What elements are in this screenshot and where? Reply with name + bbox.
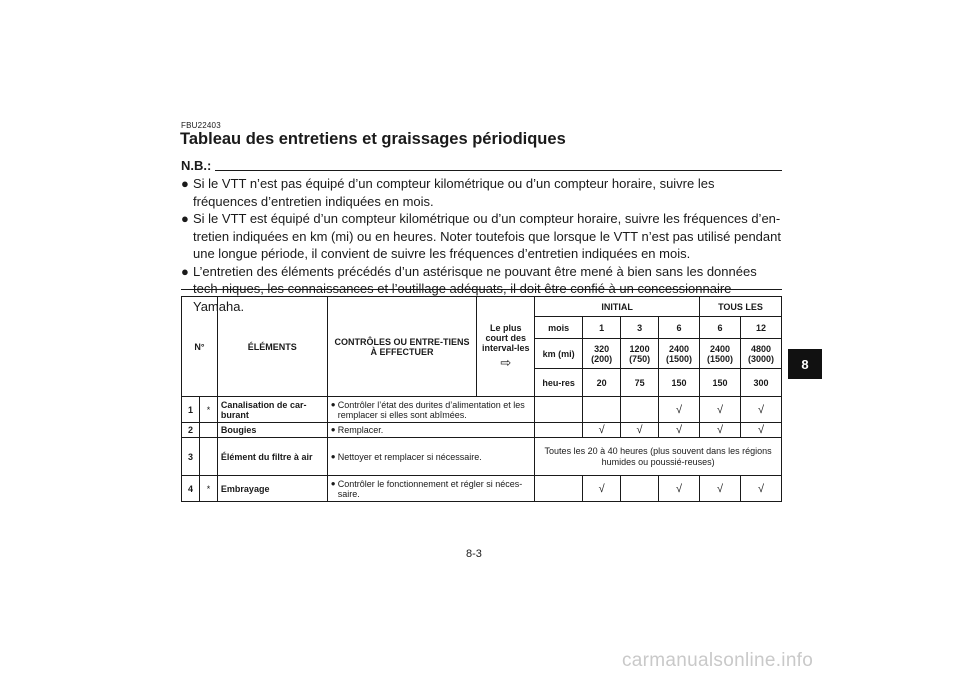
- asterisk-marker: [199, 438, 217, 476]
- item-number: 1: [182, 397, 200, 423]
- check-mark: √: [659, 476, 700, 502]
- check-mark: √: [700, 476, 741, 502]
- header-controles: CONTRÔLES OU ENTRE-TIENS À EFFECTUER: [327, 297, 477, 397]
- item-number: 3: [182, 438, 200, 476]
- cell-value: 150: [700, 369, 741, 397]
- mark-cell: [583, 397, 621, 423]
- cell-value: 300: [740, 369, 781, 397]
- mark-cell: [535, 397, 583, 423]
- nb-end-rule: [181, 289, 782, 290]
- mark-cell: [535, 476, 583, 502]
- check-text: Contrôler le fonctionnement et régler si néces-saire.: [337, 478, 523, 499]
- check-mark: √: [659, 397, 700, 423]
- table-header-row: [182, 297, 782, 317]
- check-mark: √: [700, 423, 741, 438]
- bullet-text: Si le VTT n’est pas équipé d’un compteur kilométrique ou d’un compteur horaire, suivre les fréquences d’entretien indiquées en mois.: [193, 176, 715, 209]
- bullet-dot-icon: ●: [330, 451, 336, 461]
- check-mark: √: [700, 397, 741, 423]
- nb-bullet-list: [181, 175, 782, 315]
- cell-value: 150: [659, 369, 700, 397]
- header-initial: INITIAL: [535, 297, 700, 317]
- cell-value: 75: [621, 369, 659, 397]
- bullet-item: [181, 210, 782, 263]
- bullet-dot-icon: ●: [330, 478, 336, 488]
- interval-text: Le plus court des interval-les: [482, 322, 530, 353]
- header-no: N°: [182, 297, 218, 397]
- label-km: km (mi): [535, 339, 583, 369]
- check-text: Contrôler l’état des durites d’alimentation et les remplacer si elles sont abîmées.: [337, 399, 525, 420]
- cell-value: 3: [621, 317, 659, 339]
- item-number: 4: [182, 476, 200, 502]
- check-mark: √: [659, 423, 700, 438]
- check-text: Remplacer.: [337, 425, 384, 435]
- asterisk-marker: *: [199, 397, 217, 423]
- cell-value: 2400 (1500): [700, 339, 741, 369]
- interval-note: Toutes les 20 à 40 heures (plus souvent dans les régions humides ou poussié-reuses): [535, 438, 782, 476]
- nb-label: N.B.:: [181, 158, 215, 173]
- cell-value: 6: [659, 317, 700, 339]
- table-row: [182, 423, 782, 438]
- arrow-right-icon: ⇨: [500, 354, 512, 370]
- check-mark: √: [621, 423, 659, 438]
- asterisk-marker: [199, 423, 217, 438]
- check-mark: √: [740, 423, 781, 438]
- cell-value: 20: [583, 369, 621, 397]
- page-title: Tableau des entretiens et graissages périodiques: [180, 130, 566, 148]
- chapter-tab[interactable]: 8: [788, 349, 822, 379]
- bullet-dot-icon: ●: [330, 399, 336, 409]
- item-check: [327, 438, 535, 476]
- check-mark: √: [583, 423, 621, 438]
- cell-value: 1: [583, 317, 621, 339]
- cell-value: 1200 (750): [621, 339, 659, 369]
- table-row: [182, 397, 782, 423]
- bullet-dot-icon: ●: [181, 211, 189, 226]
- cell-value: 6: [700, 317, 741, 339]
- item-element: Bougies: [217, 423, 327, 438]
- table-row: [182, 476, 782, 502]
- table-row: [182, 438, 782, 476]
- bullet-dot-icon: ●: [330, 425, 336, 434]
- item-check: [327, 423, 535, 438]
- check-mark: √: [740, 476, 781, 502]
- header-tous-les: TOUS LES: [700, 297, 782, 317]
- page-number: 8-3: [466, 548, 482, 560]
- cell-value: 2400 (1500): [659, 339, 700, 369]
- bullet-item: [181, 175, 782, 210]
- asterisk-marker: *: [199, 476, 217, 502]
- item-element: Embrayage: [217, 476, 327, 502]
- item-check: [327, 476, 535, 502]
- cell-value: 12: [740, 317, 781, 339]
- mark-cell: [621, 476, 659, 502]
- header-elements: ÉLÉMENTS: [217, 297, 327, 397]
- cell-value: 4800 (3000): [740, 339, 781, 369]
- nb-rule: [181, 170, 782, 171]
- cell-value: 320 (200): [583, 339, 621, 369]
- check-text: Nettoyer et remplacer si nécessaire.: [337, 451, 482, 462]
- check-mark: √: [583, 476, 621, 502]
- document-code: FBU22403: [181, 121, 221, 130]
- maintenance-table: [181, 296, 782, 502]
- mark-cell: [535, 423, 583, 438]
- label-heures: heu-res: [535, 369, 583, 397]
- watermark: carmanualsonline.info: [622, 650, 814, 671]
- label-mois: mois: [535, 317, 583, 339]
- item-number: 2: [182, 423, 200, 438]
- bullet-dot-icon: ●: [181, 263, 189, 279]
- bullet-dot-icon: ●: [181, 176, 189, 191]
- bullet-text: Si le VTT est équipé d’un compteur kilométrique ou d’un compteur horaire, suivre les fréquences d’en-tretien indiquées en km (mi) ou en heures. Noter toutefois que lorsque le VTT n’est pas utilisé pendant une longue période, il convient de suivre les fréquences d’entretien indiquées en mois.: [193, 211, 781, 261]
- header-interval: [477, 297, 535, 397]
- item-check: [327, 397, 535, 423]
- mark-cell: [621, 397, 659, 423]
- check-mark: √: [740, 397, 781, 423]
- nb-header: [181, 158, 782, 172]
- item-element: Élément du filtre à air: [217, 438, 327, 476]
- bullet-text: L’entretien des éléments précédés d’un astérisque ne pouvant être mené à bien sans les données tech-niques, les connaissances et l’outillage adéquats, il doit être confié à un concessionnaire Yamaha.: [193, 263, 757, 314]
- item-element: Canalisation de car-burant: [217, 397, 327, 423]
